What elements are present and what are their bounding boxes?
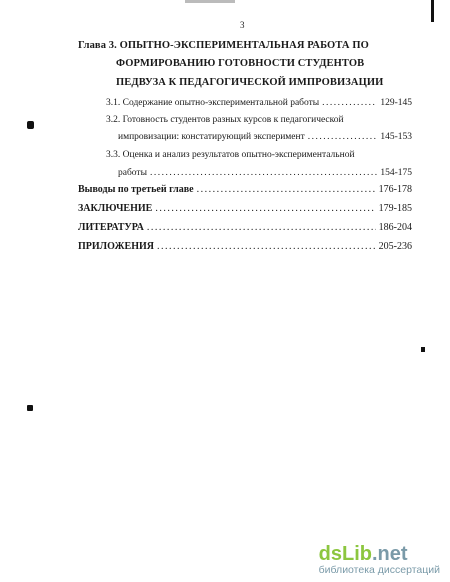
toc-entry-conclusion (78, 203, 412, 214)
watermark-subtitle: библиотека диссертаций (318, 564, 440, 576)
chapter-title-line-3: ПЕДВУЗА К ПЕДАГОГИЧЕСКОЙ ИМПРОВИЗАЦИИ (116, 77, 384, 88)
toc-entry-label: ЗАКЛЮЧЕНИЕ (78, 203, 153, 214)
watermark (319, 543, 440, 576)
toc-page-range: 129-145 (380, 98, 412, 108)
scan-artifact-left-mark-1 (27, 121, 34, 129)
toc-dot-leader (157, 241, 376, 252)
toc-section-label: 3.1. Содержание опытно-экспериментальной работы (106, 98, 320, 108)
toc-dot-leader (155, 203, 375, 214)
toc-dot-leader (150, 168, 377, 178)
chapter-title-line-2: ФОРМИРОВАНИЮ ГОТОВНОСТИ СТУДЕНТОВ (116, 58, 365, 69)
watermark-logo: dsLib.net (318, 543, 408, 565)
toc-section-3-2-line-2 (118, 132, 412, 142)
toc-entry-label: Выводы по третьей главе (78, 184, 194, 195)
toc-dot-leader (308, 132, 378, 142)
toc-section-label: 3.3. Оценка и анализ результатов опытно-экспериментальной (106, 150, 355, 160)
toc-entry-label: ПРИЛОЖЕНИЯ (78, 241, 154, 252)
toc-section-3-1 (106, 98, 412, 108)
toc-section-label: импровизации: констатирующий эксперимент (118, 132, 305, 142)
toc-page-range: 186-204 (378, 222, 412, 233)
toc-entry-conclusions (78, 184, 412, 195)
scan-artifact-top (185, 0, 235, 3)
toc-entry-appendices (78, 241, 412, 252)
toc-dot-leader (322, 98, 377, 108)
toc-page-range: 205-236 (378, 241, 412, 252)
toc-section-label: 3.2. Готовность студентов разных курсов к педагогической (106, 115, 344, 125)
toc-section-label: работы (118, 168, 147, 178)
toc-page-range: 145-153 (380, 132, 412, 142)
toc-section-3-2-line-1 (106, 115, 344, 125)
toc-dot-leader (197, 184, 376, 195)
scan-artifact-right-edge (431, 0, 434, 22)
chapter-title-line-1: Глава 3. ОПЫТНО-ЭКСПЕРИМЕНТАЛЬНАЯ РАБОТА ПО (78, 40, 369, 51)
toc-page-range: 176-178 (378, 184, 412, 195)
toc-dot-leader (147, 222, 376, 233)
page-number: 3 (240, 20, 245, 30)
toc-section-3-3-line-2 (118, 168, 412, 178)
toc-section-3-3-line-1 (106, 150, 355, 160)
toc-entry-label: ЛИТЕРАТУРА (78, 222, 144, 233)
scan-artifact-right-mark (421, 347, 425, 352)
toc-page-range: 154-175 (380, 168, 412, 178)
toc-entry-literature (78, 222, 412, 233)
scan-artifact-left-mark-2 (27, 405, 33, 411)
toc-page-range: 179-185 (378, 203, 412, 214)
